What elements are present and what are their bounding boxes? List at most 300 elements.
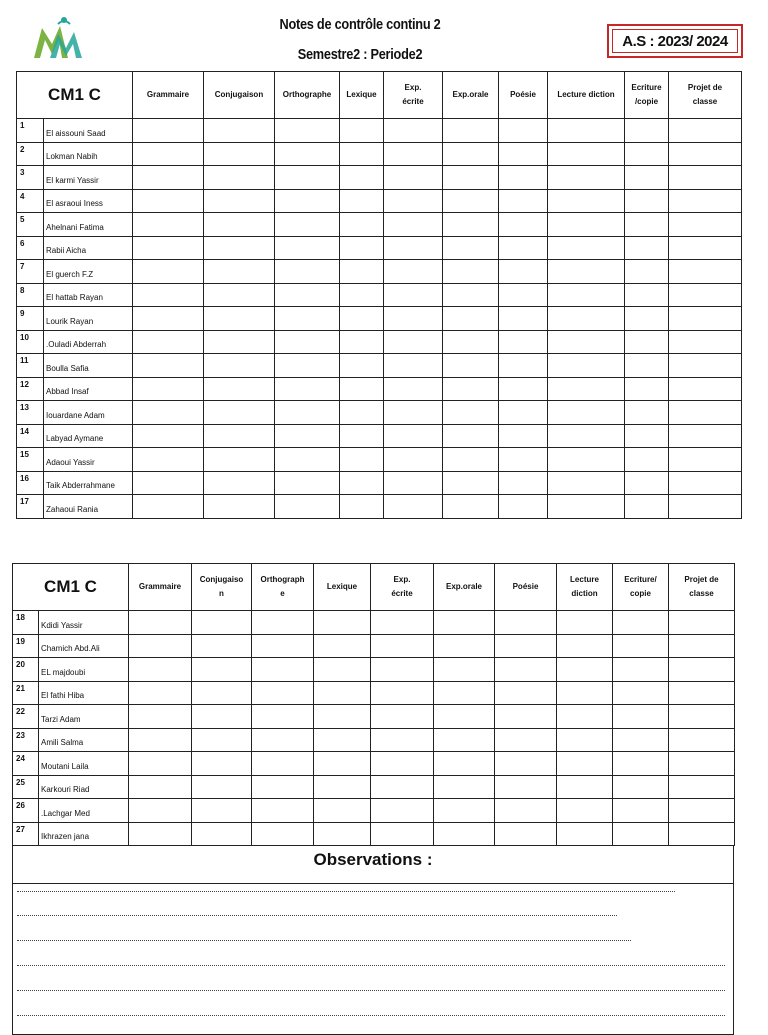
grade-cell[interactable] xyxy=(499,283,548,307)
grade-cell[interactable] xyxy=(443,307,499,331)
grade-cell[interactable] xyxy=(384,213,443,237)
grade-cell[interactable] xyxy=(495,658,557,682)
student-name: Rabii Aicha xyxy=(44,236,133,260)
student-name: El guerch F.Z xyxy=(44,260,133,284)
grade-cell[interactable] xyxy=(252,799,314,823)
grade-cell[interactable] xyxy=(669,354,742,378)
grade-cell[interactable] xyxy=(133,330,204,354)
grade-cell[interactable] xyxy=(495,611,557,635)
grade-cell[interactable] xyxy=(314,705,371,729)
grade-cell[interactable] xyxy=(275,283,340,307)
grade-cell[interactable] xyxy=(133,213,204,237)
grade-cell[interactable] xyxy=(434,611,495,635)
grade-cell[interactable] xyxy=(133,424,204,448)
grade-cell[interactable] xyxy=(548,260,625,284)
grade-cell[interactable] xyxy=(204,448,275,472)
grade-cell[interactable] xyxy=(557,822,613,846)
grade-cell[interactable] xyxy=(340,424,384,448)
grade-cell[interactable] xyxy=(443,424,499,448)
grade-cell[interactable] xyxy=(133,354,204,378)
grade-cell[interactable] xyxy=(499,401,548,425)
grade-cell[interactable] xyxy=(434,634,495,658)
grade-cell[interactable] xyxy=(129,728,192,752)
grade-cell[interactable] xyxy=(434,799,495,823)
grade-cell[interactable] xyxy=(499,448,548,472)
grade-cell[interactable] xyxy=(625,401,669,425)
column-header-projet-de-classe: Projet de classe xyxy=(669,564,735,611)
grade-cell[interactable] xyxy=(625,119,669,143)
grade-cell[interactable] xyxy=(669,213,742,237)
grade-cell[interactable] xyxy=(443,166,499,190)
grade-cell[interactable] xyxy=(434,681,495,705)
grade-cell[interactable] xyxy=(275,307,340,331)
grade-cell[interactable] xyxy=(625,330,669,354)
grade-cell[interactable] xyxy=(499,189,548,213)
grade-cell[interactable] xyxy=(340,401,384,425)
grade-cell[interactable] xyxy=(204,354,275,378)
grade-cell[interactable] xyxy=(613,822,669,846)
grade-cell[interactable] xyxy=(133,260,204,284)
grade-cell[interactable] xyxy=(204,283,275,307)
grade-cell[interactable] xyxy=(669,189,742,213)
student-number: 14 xyxy=(17,424,44,448)
grade-cell[interactable] xyxy=(669,471,742,495)
student-name: Lourik Rayan xyxy=(44,307,133,331)
grade-cell[interactable] xyxy=(384,166,443,190)
grade-cell[interactable] xyxy=(443,283,499,307)
grade-cell[interactable] xyxy=(384,189,443,213)
grade-cell[interactable] xyxy=(133,377,204,401)
grade-cell[interactable] xyxy=(625,260,669,284)
grade-cell[interactable] xyxy=(613,705,669,729)
grade-cell[interactable] xyxy=(384,283,443,307)
grade-cell[interactable] xyxy=(548,354,625,378)
grade-cell[interactable] xyxy=(204,213,275,237)
grade-cell[interactable] xyxy=(495,705,557,729)
grade-cell[interactable] xyxy=(434,705,495,729)
grade-cell[interactable] xyxy=(129,799,192,823)
grade-cell[interactable] xyxy=(499,354,548,378)
grade-cell[interactable] xyxy=(625,448,669,472)
student-number: 7 xyxy=(17,260,44,284)
grade-cell[interactable] xyxy=(499,260,548,284)
grade-cell[interactable] xyxy=(548,377,625,401)
grade-cell[interactable] xyxy=(340,283,384,307)
grade-cell[interactable] xyxy=(434,658,495,682)
grade-cell[interactable] xyxy=(340,142,384,166)
student-number: 6 xyxy=(17,236,44,260)
grade-cell[interactable] xyxy=(557,775,613,799)
grade-cell[interactable] xyxy=(625,354,669,378)
grade-cell[interactable] xyxy=(613,611,669,635)
grade-cell[interactable] xyxy=(340,471,384,495)
grade-cell[interactable] xyxy=(340,166,384,190)
grade-cell[interactable] xyxy=(252,611,314,635)
grade-cell[interactable] xyxy=(443,236,499,260)
grade-cell[interactable] xyxy=(443,495,499,519)
grade-cell[interactable] xyxy=(275,448,340,472)
grade-cell[interactable] xyxy=(204,119,275,143)
grade-cell[interactable] xyxy=(613,634,669,658)
grade-cell[interactable] xyxy=(669,448,742,472)
grade-cell[interactable] xyxy=(443,471,499,495)
grade-cell[interactable] xyxy=(548,307,625,331)
grade-cell[interactable] xyxy=(192,775,252,799)
grade-cell[interactable] xyxy=(625,377,669,401)
grade-cell[interactable] xyxy=(384,377,443,401)
grade-cell[interactable] xyxy=(443,377,499,401)
grade-cell[interactable] xyxy=(499,236,548,260)
grade-cell[interactable] xyxy=(669,658,735,682)
grade-cell[interactable] xyxy=(340,330,384,354)
grade-cell[interactable] xyxy=(548,495,625,519)
grade-cell[interactable] xyxy=(548,471,625,495)
grade-cell[interactable] xyxy=(625,307,669,331)
grade-cell[interactable] xyxy=(371,822,434,846)
grade-cell[interactable] xyxy=(133,495,204,519)
student-name: El karmi Yassir xyxy=(44,166,133,190)
grade-cell[interactable] xyxy=(495,775,557,799)
grade-cell[interactable] xyxy=(384,142,443,166)
student-row xyxy=(17,401,742,425)
grade-cell[interactable] xyxy=(499,307,548,331)
grade-cell[interactable] xyxy=(204,166,275,190)
grade-cell[interactable] xyxy=(371,634,434,658)
grade-cell[interactable] xyxy=(204,424,275,448)
grade-cell[interactable] xyxy=(314,799,371,823)
grade-cell[interactable] xyxy=(384,448,443,472)
grade-cell[interactable] xyxy=(499,471,548,495)
student-row xyxy=(13,752,735,776)
grade-cell[interactable] xyxy=(384,471,443,495)
grade-cell[interactable] xyxy=(192,611,252,635)
grade-cell[interactable] xyxy=(192,752,252,776)
grade-cell[interactable] xyxy=(133,119,204,143)
student-row xyxy=(13,634,735,658)
grade-cell[interactable] xyxy=(495,752,557,776)
grade-cell[interactable] xyxy=(669,799,735,823)
grade-cell[interactable] xyxy=(669,401,742,425)
grade-cell[interactable] xyxy=(340,260,384,284)
grade-cell[interactable] xyxy=(371,728,434,752)
observation-line[interactable] xyxy=(17,891,675,892)
grade-cell[interactable] xyxy=(275,401,340,425)
grade-cell[interactable] xyxy=(443,189,499,213)
grade-cell[interactable] xyxy=(204,377,275,401)
grade-cell[interactable] xyxy=(204,495,275,519)
grade-cell[interactable] xyxy=(314,611,371,635)
grade-cell[interactable] xyxy=(275,166,340,190)
grade-cell[interactable] xyxy=(133,166,204,190)
grade-cell[interactable] xyxy=(669,728,735,752)
grade-cell[interactable] xyxy=(384,236,443,260)
grade-cell[interactable] xyxy=(669,142,742,166)
grade-cell[interactable] xyxy=(371,799,434,823)
grade-cell[interactable] xyxy=(669,775,735,799)
grade-cell[interactable] xyxy=(669,307,742,331)
grade-cell[interactable] xyxy=(129,634,192,658)
grade-cell[interactable] xyxy=(613,681,669,705)
column-header-poesie: Poésie xyxy=(499,72,548,119)
grade-cell[interactable] xyxy=(669,166,742,190)
grade-cell[interactable] xyxy=(252,681,314,705)
grade-cell[interactable] xyxy=(495,634,557,658)
grade-cell[interactable] xyxy=(133,471,204,495)
grade-cell[interactable] xyxy=(133,448,204,472)
grade-cell[interactable] xyxy=(499,166,548,190)
grade-cell[interactable] xyxy=(384,260,443,284)
grade-cell[interactable] xyxy=(371,611,434,635)
grade-cell[interactable] xyxy=(252,634,314,658)
grade-cell[interactable] xyxy=(669,681,735,705)
grade-cell[interactable] xyxy=(499,424,548,448)
grade-cell[interactable] xyxy=(340,213,384,237)
grade-cell[interactable] xyxy=(204,471,275,495)
column-header-lecture-diction: Lecture diction xyxy=(548,72,625,119)
grade-cell[interactable] xyxy=(252,822,314,846)
grade-cell[interactable] xyxy=(133,142,204,166)
grade-cell[interactable] xyxy=(499,142,548,166)
grade-cell[interactable] xyxy=(443,142,499,166)
grade-cell[interactable] xyxy=(669,611,735,635)
grade-cell[interactable] xyxy=(340,495,384,519)
grade-cell[interactable] xyxy=(669,330,742,354)
grade-cell[interactable] xyxy=(129,611,192,635)
observation-line[interactable] xyxy=(17,965,725,966)
grade-cell[interactable] xyxy=(443,448,499,472)
grade-cell[interactable] xyxy=(340,119,384,143)
grade-cell[interactable] xyxy=(371,752,434,776)
grade-cell[interactable] xyxy=(443,119,499,143)
grade-cell[interactable] xyxy=(548,448,625,472)
grade-cell[interactable] xyxy=(499,495,548,519)
grade-cell[interactable] xyxy=(499,377,548,401)
grade-cell[interactable] xyxy=(669,119,742,143)
grade-cell[interactable] xyxy=(625,236,669,260)
grade-cell[interactable] xyxy=(275,354,340,378)
student-number: 23 xyxy=(13,728,39,752)
grade-cell[interactable] xyxy=(275,213,340,237)
grade-cell[interactable] xyxy=(669,495,742,519)
grade-cell[interactable] xyxy=(275,142,340,166)
grade-cell[interactable] xyxy=(314,634,371,658)
grade-cell[interactable] xyxy=(204,260,275,284)
grade-cell[interactable] xyxy=(548,166,625,190)
grade-cell[interactable] xyxy=(192,681,252,705)
student-row xyxy=(13,611,735,635)
grade-cell[interactable] xyxy=(443,213,499,237)
grade-cell[interactable] xyxy=(384,119,443,143)
grade-cell[interactable] xyxy=(192,799,252,823)
grade-cell[interactable] xyxy=(548,142,625,166)
grade-cell[interactable] xyxy=(625,495,669,519)
grade-cell[interactable] xyxy=(548,424,625,448)
observation-line[interactable] xyxy=(17,1015,725,1016)
grade-cell[interactable] xyxy=(495,681,557,705)
grade-cell[interactable] xyxy=(548,401,625,425)
grade-cell[interactable] xyxy=(557,728,613,752)
grade-cell[interactable] xyxy=(548,213,625,237)
observation-line[interactable] xyxy=(17,990,725,991)
grade-cell[interactable] xyxy=(548,330,625,354)
grade-cell[interactable] xyxy=(252,775,314,799)
grade-cell[interactable] xyxy=(625,166,669,190)
grade-cell[interactable] xyxy=(133,283,204,307)
grade-cell[interactable] xyxy=(495,822,557,846)
grade-cell[interactable] xyxy=(340,236,384,260)
grade-cell[interactable] xyxy=(192,705,252,729)
grade-cell[interactable] xyxy=(548,283,625,307)
grade-cell[interactable] xyxy=(340,448,384,472)
grade-cell[interactable] xyxy=(371,658,434,682)
grade-cell[interactable] xyxy=(557,681,613,705)
observation-line[interactable] xyxy=(17,915,617,916)
grade-cell[interactable] xyxy=(557,611,613,635)
grade-cell[interactable] xyxy=(129,658,192,682)
grade-cell[interactable] xyxy=(613,775,669,799)
grade-cell[interactable] xyxy=(434,775,495,799)
grade-cell[interactable] xyxy=(499,330,548,354)
grade-cell[interactable] xyxy=(557,752,613,776)
grade-cell[interactable] xyxy=(371,681,434,705)
grade-cell[interactable] xyxy=(129,752,192,776)
grade-cell[interactable] xyxy=(443,330,499,354)
grade-cell[interactable] xyxy=(384,330,443,354)
grade-cell[interactable] xyxy=(669,822,735,846)
student-name: Adaoui Yassir xyxy=(44,448,133,472)
grade-cell[interactable] xyxy=(499,119,548,143)
grade-cell[interactable] xyxy=(434,728,495,752)
grade-cell[interactable] xyxy=(625,189,669,213)
grade-cell[interactable] xyxy=(625,142,669,166)
grade-cell[interactable] xyxy=(669,236,742,260)
grade-cell[interactable] xyxy=(129,705,192,729)
column-header-orthographe: Orthographe xyxy=(275,72,340,119)
grade-cell[interactable] xyxy=(625,471,669,495)
grade-cell[interactable] xyxy=(252,658,314,682)
grade-cell[interactable] xyxy=(204,142,275,166)
grade-cell[interactable] xyxy=(252,752,314,776)
class-name: CM1 C xyxy=(17,72,133,119)
grade-cell[interactable] xyxy=(443,260,499,284)
grade-cell[interactable] xyxy=(340,354,384,378)
grade-cell[interactable] xyxy=(669,283,742,307)
grade-cell[interactable] xyxy=(340,377,384,401)
grade-cell[interactable] xyxy=(499,213,548,237)
grade-cell[interactable] xyxy=(204,330,275,354)
grade-cell[interactable] xyxy=(384,495,443,519)
grade-cell[interactable] xyxy=(625,213,669,237)
grade-cell[interactable] xyxy=(192,728,252,752)
grade-cell[interactable] xyxy=(275,377,340,401)
grade-cell[interactable] xyxy=(613,799,669,823)
grade-cell[interactable] xyxy=(192,658,252,682)
grade-cell[interactable] xyxy=(613,752,669,776)
grade-cell[interactable] xyxy=(557,658,613,682)
grade-cell[interactable] xyxy=(495,799,557,823)
grade-cell[interactable] xyxy=(340,189,384,213)
grade-cell[interactable] xyxy=(548,189,625,213)
grade-cell[interactable] xyxy=(384,401,443,425)
grade-cell[interactable] xyxy=(384,307,443,331)
grade-cell[interactable] xyxy=(275,330,340,354)
grade-cell[interactable] xyxy=(204,236,275,260)
grade-cell[interactable] xyxy=(204,401,275,425)
grade-cell[interactable] xyxy=(192,634,252,658)
grade-cell[interactable] xyxy=(314,681,371,705)
grade-cell[interactable] xyxy=(314,658,371,682)
grade-cell[interactable] xyxy=(275,424,340,448)
grade-cell[interactable] xyxy=(443,401,499,425)
grade-cell[interactable] xyxy=(669,377,742,401)
grade-cell[interactable] xyxy=(340,307,384,331)
grade-cell[interactable] xyxy=(275,260,340,284)
student-name: Moutani Laila xyxy=(39,752,129,776)
school-year-label: A.S : 2023/ 2024 xyxy=(612,29,738,53)
page-subtitle: Semestre2 : Periode2 xyxy=(297,46,423,63)
grade-cell[interactable] xyxy=(548,119,625,143)
grade-cell[interactable] xyxy=(314,752,371,776)
grade-cell[interactable] xyxy=(434,822,495,846)
grade-cell[interactable] xyxy=(133,236,204,260)
grade-cell[interactable] xyxy=(669,424,742,448)
grade-cell[interactable] xyxy=(314,822,371,846)
grade-cell[interactable] xyxy=(275,495,340,519)
grade-cell[interactable] xyxy=(252,705,314,729)
grade-cell[interactable] xyxy=(275,471,340,495)
student-row xyxy=(17,189,742,213)
grade-cell[interactable] xyxy=(495,728,557,752)
grade-cell[interactable] xyxy=(314,728,371,752)
grade-cell[interactable] xyxy=(275,119,340,143)
grade-cell[interactable] xyxy=(625,424,669,448)
grade-cell[interactable] xyxy=(133,401,204,425)
grade-cell[interactable] xyxy=(625,283,669,307)
grade-cell[interactable] xyxy=(669,752,735,776)
grade-cell[interactable] xyxy=(613,728,669,752)
grade-cell[interactable] xyxy=(384,424,443,448)
grade-cell[interactable] xyxy=(557,799,613,823)
student-number: 11 xyxy=(17,354,44,378)
grade-cell[interactable] xyxy=(204,307,275,331)
grade-cell[interactable] xyxy=(192,822,252,846)
grade-cell[interactable] xyxy=(613,658,669,682)
grade-cell[interactable] xyxy=(557,705,613,729)
grade-cell[interactable] xyxy=(669,260,742,284)
grade-cell[interactable] xyxy=(443,354,499,378)
grade-cell[interactable] xyxy=(557,634,613,658)
class-name: CM1 C xyxy=(13,564,129,611)
grade-cell[interactable] xyxy=(252,728,314,752)
grade-cell[interactable] xyxy=(204,189,275,213)
grade-cell[interactable] xyxy=(669,634,735,658)
grade-cell[interactable] xyxy=(314,775,371,799)
observation-line[interactable] xyxy=(17,940,631,941)
grade-cell[interactable] xyxy=(371,775,434,799)
grade-cell[interactable] xyxy=(371,705,434,729)
grade-cell[interactable] xyxy=(548,236,625,260)
grade-cell[interactable] xyxy=(129,775,192,799)
grade-cell[interactable] xyxy=(133,189,204,213)
grade-cell[interactable] xyxy=(384,354,443,378)
grade-cell[interactable] xyxy=(275,189,340,213)
grade-cell[interactable] xyxy=(275,236,340,260)
grade-cell[interactable] xyxy=(669,705,735,729)
grade-cell[interactable] xyxy=(129,681,192,705)
grade-cell[interactable] xyxy=(133,307,204,331)
grade-cell[interactable] xyxy=(129,822,192,846)
grade-cell[interactable] xyxy=(434,752,495,776)
